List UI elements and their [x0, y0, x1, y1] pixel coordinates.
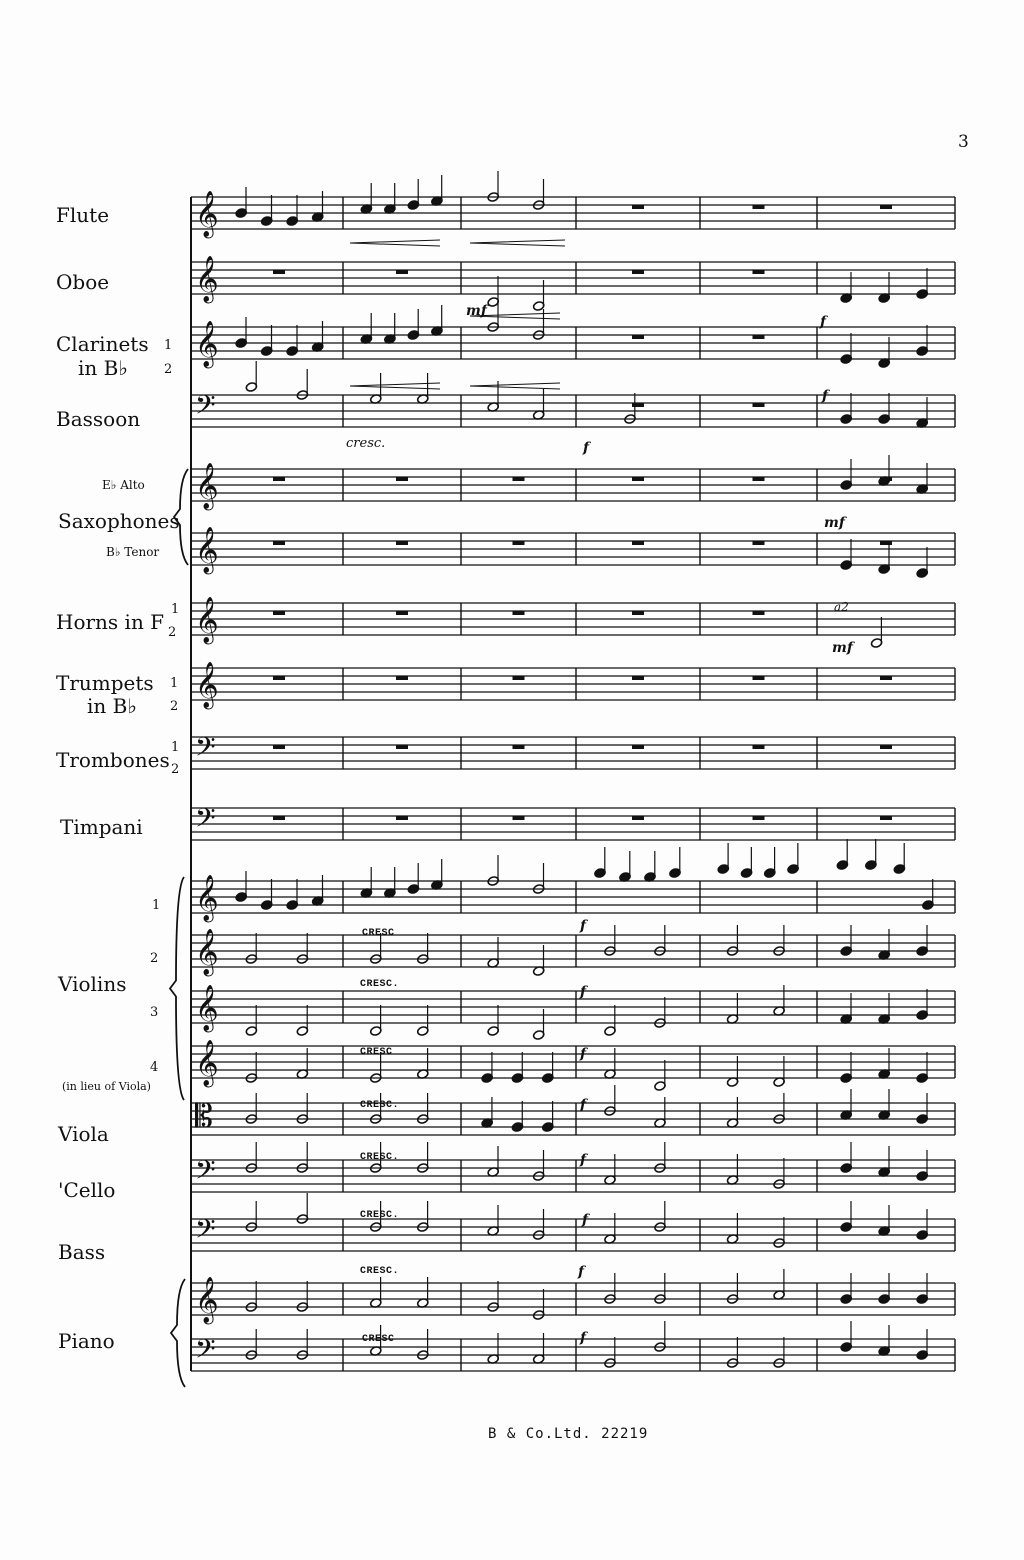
- label-trumpets-key: in B♭: [87, 694, 137, 718]
- label-trumpets: Trumpets: [56, 671, 154, 695]
- part-number: 2: [164, 362, 173, 377]
- whole-rest: [880, 816, 892, 820]
- part-number: 3: [150, 1005, 159, 1020]
- part-number: 1: [171, 740, 180, 755]
- bass-clef: 𝄢: [195, 1154, 216, 1192]
- label-bass: Bass: [58, 1240, 106, 1264]
- whole-rest: [513, 477, 525, 481]
- dynamic-f: f: [580, 1330, 587, 1346]
- whole-rest: [753, 745, 765, 749]
- dynamic-f: f: [580, 1097, 587, 1113]
- whole-rest: [632, 477, 644, 481]
- bass-clef: 𝄢: [195, 802, 216, 840]
- bass-clef: 𝄢: [195, 1213, 216, 1251]
- whole-rest: [273, 676, 285, 680]
- dynamic-cresc: CRESC.: [360, 979, 400, 990]
- part-number: 1: [164, 338, 173, 353]
- crescendo-hairpin: [470, 240, 565, 246]
- dynamic-cresc: CRESC: [362, 928, 395, 939]
- dynamic-cresc: CRESC.: [360, 1210, 400, 1221]
- whole-rest: [396, 270, 408, 274]
- label-oboe: Oboe: [56, 270, 110, 294]
- dynamic-f: f: [580, 1152, 587, 1168]
- treble-clef: 𝄞: [195, 875, 219, 921]
- label-saxophones: Saxophones: [58, 509, 180, 533]
- whole-rest: [396, 541, 408, 545]
- whole-rest: [632, 745, 644, 749]
- dynamic-cresc: CRESC.: [360, 1100, 400, 1111]
- whole-rest: [632, 205, 644, 209]
- label-clarinets-key: in B♭: [78, 356, 128, 380]
- whole-rest: [273, 745, 285, 749]
- dynamic-f: f: [820, 314, 827, 330]
- dynamic-cresc: CRESC.: [360, 1266, 400, 1277]
- dynamic-mf: mf: [824, 515, 845, 531]
- treble-clef: 𝄞: [195, 321, 219, 367]
- whole-rest: [880, 205, 892, 209]
- crescendo-hairpin: [470, 313, 560, 319]
- bass-clef: 𝄢: [195, 1333, 216, 1371]
- whole-rest: [632, 676, 644, 680]
- whole-rest: [753, 270, 765, 274]
- label-sax-alto: E♭ Alto: [102, 478, 145, 492]
- treble-clef: 𝄞: [195, 929, 219, 975]
- whole-rest: [396, 611, 408, 615]
- whole-rest: [396, 745, 408, 749]
- label-viola: Viola: [58, 1122, 109, 1146]
- dynamic-cresc: CRESC.: [360, 1152, 400, 1163]
- dynamic-mf: mf: [832, 640, 853, 656]
- dynamic-f: f: [580, 1046, 587, 1062]
- dynamic-f: f: [580, 918, 587, 934]
- part-number: 1: [152, 898, 161, 913]
- treble-clef: 𝄞: [195, 256, 219, 302]
- treble-clef: 𝄞: [195, 985, 219, 1031]
- whole-rest: [273, 541, 285, 545]
- whole-rest: [632, 403, 644, 407]
- label-bassoon: Bassoon: [56, 407, 141, 431]
- dynamic-f: f: [578, 1264, 585, 1280]
- whole-rest: [273, 611, 285, 615]
- treble-clef: 𝄞: [195, 191, 219, 237]
- treble-clef: 𝄞: [195, 597, 219, 643]
- whole-rest: [632, 270, 644, 274]
- footer-plate-number: B & Co.Ltd. 22219: [488, 1426, 649, 1442]
- label-piano: Piano: [58, 1329, 115, 1353]
- whole-rest: [753, 477, 765, 481]
- bass-clef: 𝄢: [195, 389, 216, 427]
- whole-rest: [753, 541, 765, 545]
- whole-rest: [753, 676, 765, 680]
- whole-rest: [513, 745, 525, 749]
- label-flute: Flute: [56, 203, 110, 227]
- label-sax-tenor: B♭ Tenor: [106, 545, 160, 559]
- whole-rest: [273, 270, 285, 274]
- treble-clef: 𝄞: [195, 662, 219, 708]
- whole-rest: [632, 611, 644, 615]
- part-number: 2: [171, 762, 180, 777]
- whole-rest: [753, 205, 765, 209]
- brace: [174, 469, 188, 565]
- part-number: 1: [171, 602, 180, 617]
- label-violins: Violins: [58, 972, 127, 996]
- whole-rest: [632, 335, 644, 339]
- whole-rest: [880, 745, 892, 749]
- label-cello: 'Cello: [58, 1178, 116, 1202]
- label-violin-4-note: (in lieu of Viola): [62, 1080, 151, 1093]
- part-number: 2: [168, 625, 177, 640]
- alto-clef: 𝄡: [195, 1097, 213, 1135]
- bass-clef: 𝄢: [195, 731, 216, 769]
- whole-rest: [396, 676, 408, 680]
- crescendo-hairpin: [470, 383, 560, 389]
- dynamic-f: f: [582, 1212, 589, 1228]
- whole-rest: [753, 816, 765, 820]
- brace: [170, 877, 184, 1100]
- label-horns: Horns in F: [56, 610, 165, 634]
- whole-rest: [632, 816, 644, 820]
- whole-rest: [513, 611, 525, 615]
- whole-rest: [513, 541, 525, 545]
- brace: [171, 1279, 185, 1387]
- crescendo-hairpin: [350, 383, 440, 389]
- part-number: 1: [170, 676, 179, 691]
- treble-clef: 𝄞: [195, 527, 219, 573]
- treble-clef: 𝄞: [195, 1040, 219, 1086]
- whole-rest: [753, 335, 765, 339]
- whole-rest: [273, 477, 285, 481]
- treble-clef: 𝄞: [195, 1277, 219, 1323]
- treble-clef: 𝄞: [195, 463, 219, 509]
- whole-rest: [632, 541, 644, 545]
- whole-rest: [513, 816, 525, 820]
- whole-rest: [396, 816, 408, 820]
- dynamic-cresc: cresc.: [346, 436, 386, 451]
- dynamic-mf: mf: [466, 303, 487, 319]
- part-number: 2: [170, 699, 179, 714]
- dynamic-f: f: [583, 440, 590, 456]
- dynamic-cresc: CRESC: [362, 1334, 395, 1345]
- whole-rest: [753, 403, 765, 407]
- dynamic-cresc: CRESC: [360, 1047, 393, 1058]
- dynamic-a2: a2: [834, 600, 849, 614]
- page-number: 3: [958, 132, 969, 152]
- label-clarinets: Clarinets: [56, 332, 149, 356]
- label-timpani: Timpani: [60, 815, 143, 839]
- part-number: 4: [150, 1060, 159, 1075]
- whole-rest: [396, 477, 408, 481]
- whole-rest: [753, 611, 765, 615]
- whole-rest: [880, 676, 892, 680]
- crescendo-hairpin: [350, 240, 440, 246]
- whole-rest: [513, 676, 525, 680]
- whole-rest: [880, 541, 892, 545]
- label-trombones: Trombones: [56, 748, 170, 772]
- dynamic-f: f: [580, 984, 587, 1000]
- dynamic-f: f: [822, 388, 829, 404]
- whole-rest: [273, 816, 285, 820]
- part-number: 2: [150, 951, 159, 966]
